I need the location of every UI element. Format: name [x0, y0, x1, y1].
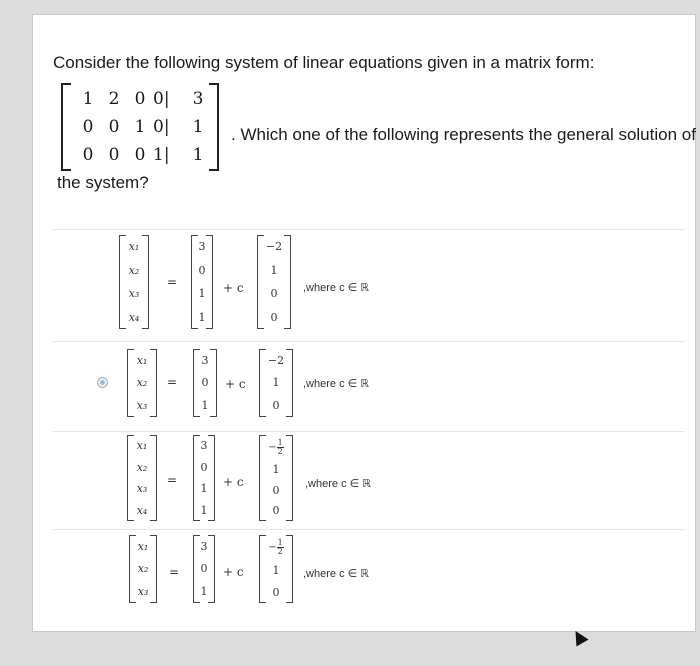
- option-2-particular-vector: [193, 349, 217, 417]
- divider: [53, 341, 685, 342]
- vector-entry: 1: [200, 482, 208, 496]
- option-3-direction-cells: − $\frac{1}{2}$ 1 0 0: [268, 437, 283, 518]
- matrix-entry: 1|: [153, 145, 170, 165]
- augmented-matrix: [61, 83, 219, 169]
- vector-entry: 1: [200, 503, 208, 517]
- vector-entry: 1: [201, 399, 209, 413]
- vector-entry: x₂: [137, 562, 149, 576]
- option-3-plus-c: + c: [223, 475, 244, 489]
- option-3-particular-vector: [193, 435, 215, 521]
- option-3-direction-vector: [259, 435, 293, 521]
- vector-entry: −2: [267, 353, 285, 367]
- matrix-entry: 0: [82, 117, 94, 137]
- matrix-entry: 0: [108, 117, 120, 137]
- vector-entry: x₁: [136, 353, 148, 367]
- option-2-where-clause: ,where c ∈ ℝ: [303, 378, 369, 390]
- question-text-line1: Consider the following system of linear equations given in a matrix form:: [53, 53, 595, 72]
- option-4-particular-vector: [193, 535, 215, 603]
- vector-entry: 0: [200, 460, 208, 474]
- vector-entry: −2: [265, 240, 283, 254]
- vector-entry: x₂: [136, 460, 148, 474]
- option-4-direction-cells: − $\frac{1}{2}$ 1 0: [268, 538, 283, 599]
- matrix-entry: 0: [108, 145, 120, 165]
- vector-entry: 0: [200, 562, 208, 576]
- fraction: − $\frac{1}{2}$: [268, 437, 283, 456]
- vector-entry: 0: [272, 399, 280, 413]
- vector-entry: 0: [198, 263, 206, 277]
- option-1-equals: =: [167, 275, 178, 289]
- option-2-plus-c: + c: [225, 377, 246, 391]
- vector-entry: x₃: [137, 585, 149, 599]
- matrix-entry: 0: [134, 89, 146, 109]
- vector-entry: x₁: [137, 539, 149, 553]
- matrix-entry: 1: [134, 117, 146, 137]
- option-3-equals: =: [167, 473, 178, 487]
- vector-entry: x₁: [128, 240, 140, 254]
- vector-entry: 0: [270, 310, 278, 324]
- matrix-entry: 1: [192, 117, 204, 137]
- matrix-entry: 0|: [153, 117, 170, 137]
- divider: [53, 431, 685, 432]
- vector-entry: 3: [200, 439, 208, 453]
- vector-entry: 0: [270, 287, 278, 301]
- option-4-where-clause: ,where c ∈ ℝ: [303, 568, 369, 580]
- option-4-direction-vector: [259, 535, 293, 603]
- option-2-equals: =: [167, 375, 178, 389]
- vector-entry: 3: [198, 240, 206, 254]
- vector-entry: 1: [200, 585, 208, 599]
- vector-entry: x₂: [136, 376, 148, 390]
- option-4-variable-vector: [129, 535, 157, 603]
- option-1-plus-c: + c: [223, 281, 244, 295]
- option-1-variable-vector: [119, 235, 149, 329]
- option-2-variable-vector: [127, 349, 157, 417]
- vector-entry: 1: [198, 287, 206, 301]
- option-1-particular-vector: [191, 235, 213, 329]
- matrix-entry: 3: [192, 89, 204, 109]
- vector-entry: 3: [200, 539, 208, 553]
- vector-entry: x₁: [136, 439, 148, 453]
- matrix-entry: 1: [82, 89, 94, 109]
- vector-entry: x₃: [136, 399, 148, 413]
- option-2-direction-vector: [259, 349, 293, 417]
- option-3-where-clause: ,where c ∈ ℝ: [305, 478, 371, 490]
- vector-entry: 0: [201, 376, 209, 390]
- matrix-entry: 0: [134, 145, 146, 165]
- vector-entry: x₃: [128, 287, 140, 301]
- divider: [53, 229, 685, 230]
- vector-entry: x₂: [128, 263, 140, 277]
- divider: [53, 529, 685, 530]
- vector-entry: 3: [201, 353, 209, 367]
- fraction: − $\frac{1}{2}$: [268, 538, 283, 557]
- vector-entry: x₃: [136, 482, 148, 496]
- vector-entry: 1: [198, 310, 206, 324]
- matrix-entry: 0|: [153, 89, 170, 109]
- matrix-entry: 1: [192, 145, 204, 165]
- vector-entry: 1: [272, 376, 280, 390]
- question-text-line2: . Which one of the following represents the general solution of: [231, 125, 696, 144]
- vector-entry: x₄: [136, 503, 148, 517]
- option-1-where-clause: ,where c ∈ ℝ: [303, 282, 369, 294]
- option-2-radio[interactable]: [97, 377, 108, 388]
- vector-entry: 1: [270, 263, 278, 277]
- vector-entry: x₄: [128, 310, 140, 324]
- question-card: [32, 14, 696, 632]
- option-1-direction-vector: [257, 235, 291, 329]
- option-3-variable-vector: [127, 435, 157, 521]
- option-4-plus-c: + c: [223, 565, 244, 579]
- matrix-entry: 2: [108, 89, 120, 109]
- option-4-equals: =: [169, 565, 180, 579]
- matrix-entry: 0: [82, 145, 94, 165]
- question-text-line3: the system?: [57, 173, 149, 192]
